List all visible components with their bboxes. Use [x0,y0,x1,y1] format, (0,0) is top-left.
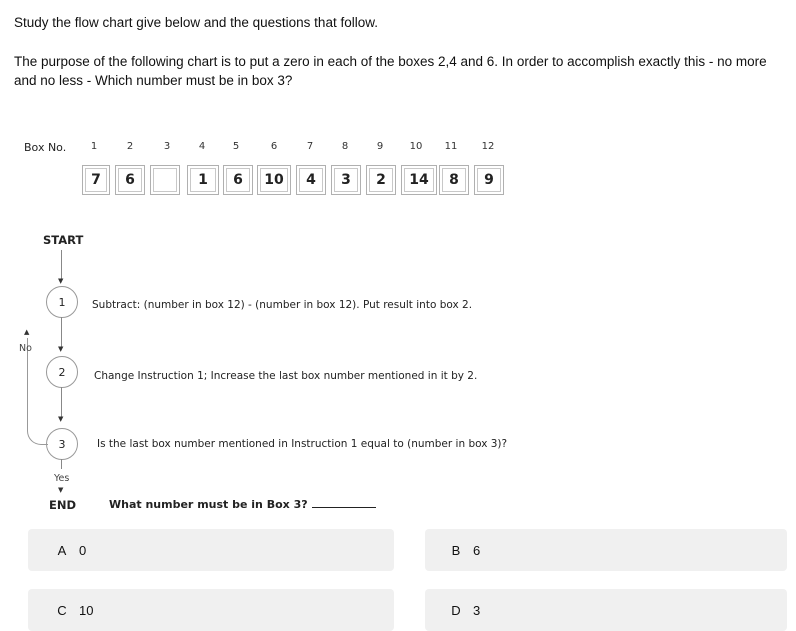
step-instruction-1: Subtract: (number in box 12) - (number in box 12). Put result into box 2. [92,299,473,311]
flow-end-label: END [49,498,77,512]
box-value [150,165,180,195]
box-number: 6 [270,141,278,152]
connector-line [61,250,62,280]
answer-blank [312,498,376,508]
box-value: 1 [187,165,219,195]
box-value: 4 [296,165,326,195]
loop-back-curve [27,428,48,445]
option-d[interactable] [425,589,787,631]
box-number: 2 [126,141,134,152]
step-node-3: 3 [46,428,78,460]
box-number: 3 [163,141,171,152]
arrow-down-icon: ▼ [58,486,64,494]
connector-line [61,317,62,347]
option-value: 6 [473,542,481,558]
box-value: 14 [401,165,437,195]
box-value: 2 [366,165,396,195]
step-instruction-3: Is the last box number mentioned in Instruction 1 equal to (number in box 3)? [97,438,508,450]
box-value: 6 [223,165,253,195]
box-number: 1 [90,141,98,152]
box-value: 7 [82,165,110,195]
question-intro: Study the flow chart give below and the questions that follow. [14,15,378,30]
box-value: 3 [331,165,361,195]
step-node-2: 2 [46,356,78,388]
box-number: 7 [306,141,314,152]
box-value: 10 [257,165,291,195]
option-c[interactable] [28,589,394,631]
answer-prompt [109,498,376,511]
step-node-1: 1 [46,286,78,318]
box-number: 12 [481,141,495,152]
box-number: 9 [376,141,384,152]
box-value: 9 [474,165,504,195]
option-a[interactable] [28,529,394,571]
flow-chart-figure [0,130,796,520]
option-letter: B [451,542,461,558]
option-value: 10 [79,602,94,618]
option-value: 0 [79,542,87,558]
option-letter: C [57,602,67,618]
arrow-down-icon: ▼ [58,415,64,423]
box-number: 8 [341,141,349,152]
connector-line [61,459,62,469]
flow-start-label: START [43,233,84,247]
box-value: 6 [115,165,145,195]
box-number-label: Box No. [24,141,67,154]
box-number: 5 [232,141,240,152]
answer-prompt-text: What number must be in Box 3? [109,498,308,511]
box-number: 4 [198,141,206,152]
box-number: 11 [444,141,458,152]
option-letter: D [451,602,461,618]
question-text: The purpose of the following chart is to put a zero in each of the boxes 2,4 and 6. In order to accomplish exactly this - no more and no less - Which number must be in box 3? [14,54,767,88]
yes-branch-label: Yes [54,473,70,484]
option-b[interactable] [425,529,787,571]
option-letter: A [57,542,67,558]
arrow-up-icon: ▲ [24,328,30,336]
arrow-down-icon: ▼ [58,277,64,285]
box-value: 8 [439,165,469,195]
no-branch-label: No [19,343,32,354]
box-number: 10 [409,141,423,152]
arrow-down-icon: ▼ [58,345,64,353]
step-instruction-2: Change Instruction 1; Increase the last box number mentioned in it by 2. [94,370,478,382]
option-value: 3 [473,602,481,618]
